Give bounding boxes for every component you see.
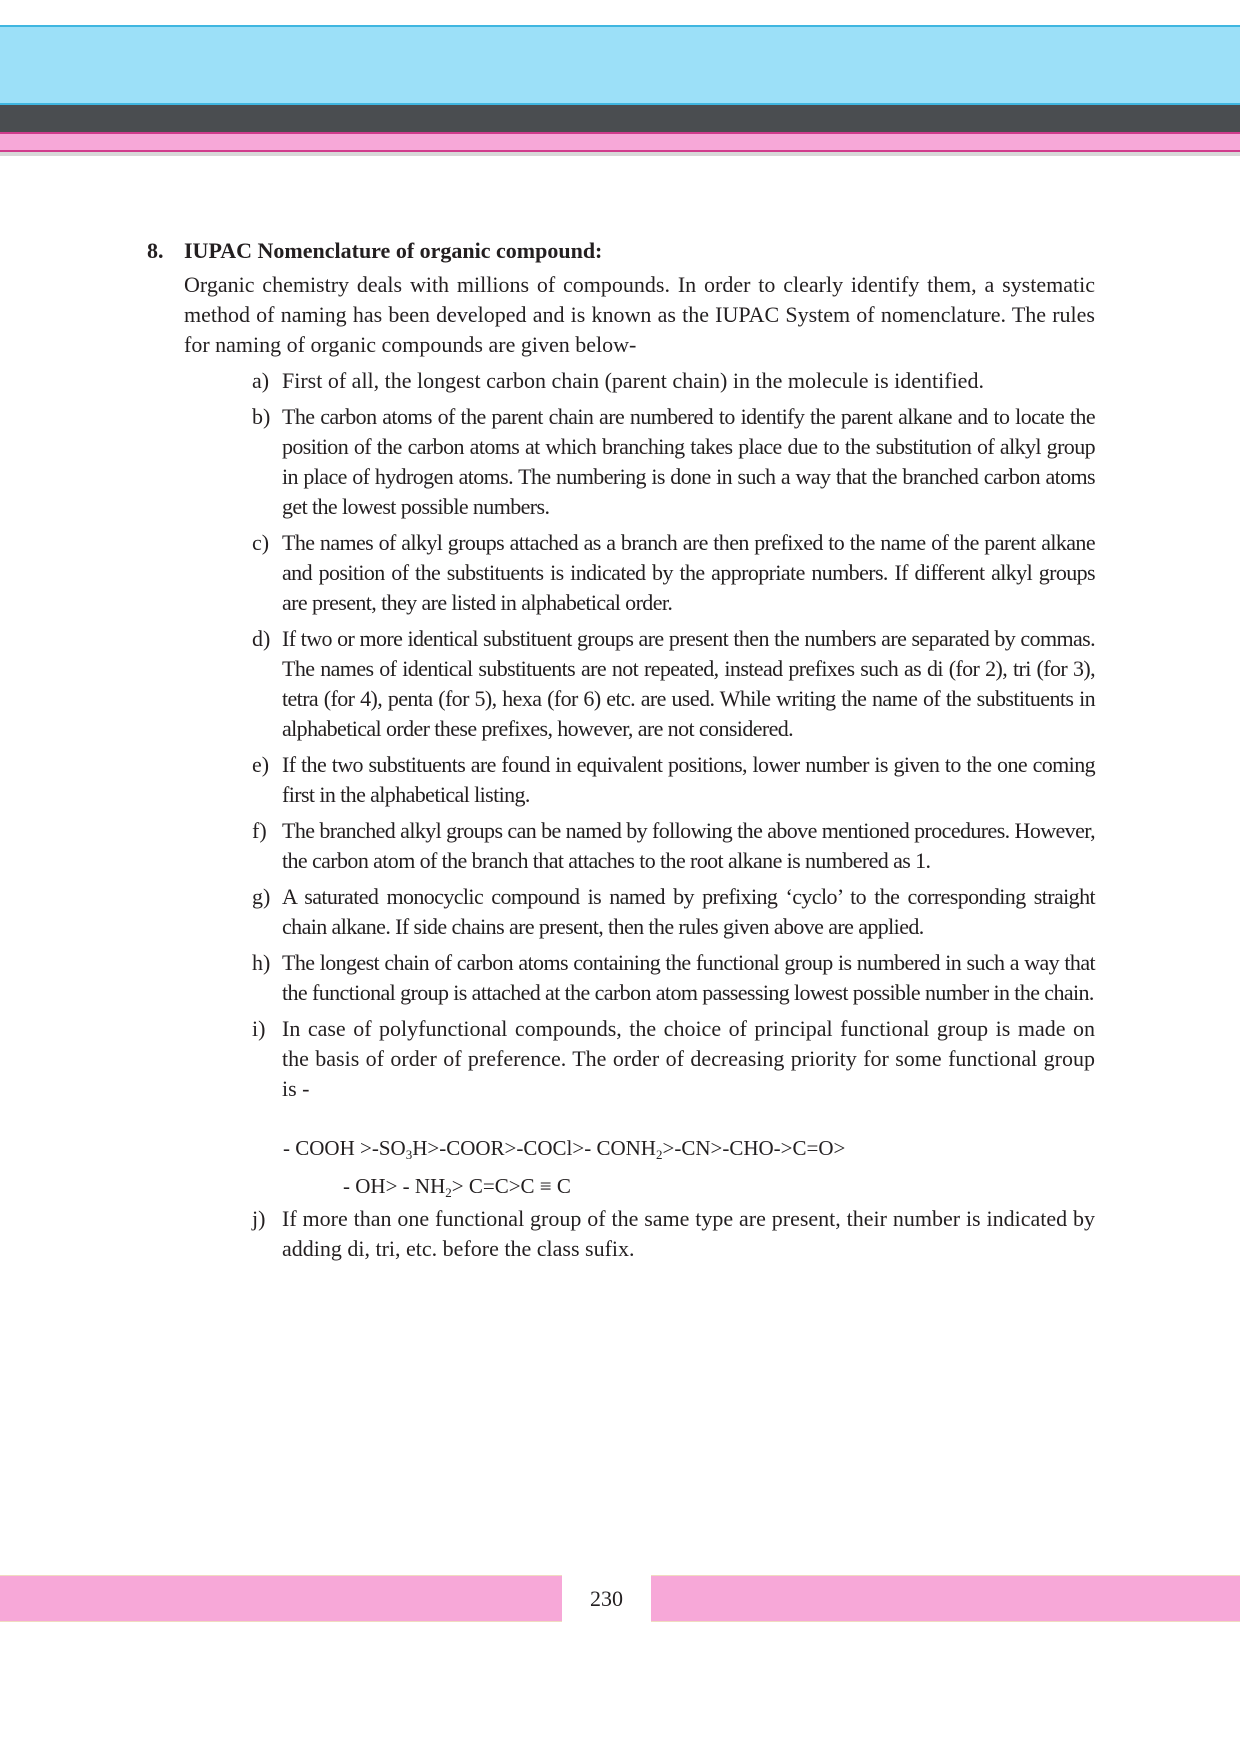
header-pink-band (0, 132, 1240, 152)
rule-h (252, 948, 1095, 1008)
rule-text: The longest chain of carbon atoms containing the functional group is numbered in such a way that the functional group is attached at the carbon atom passessing lowest possible number in the chain. (282, 950, 1095, 1005)
section-intro: Organic chemistry deals with millions of compounds. In order to clearly identify them, a systematic method of naming has been developed and is known as the IUPAC System of nomenclature. The rules for naming of organic compounds are given below- (184, 272, 1095, 357)
rule-text: The carbon atoms of the parent chain are numbered to identify the parent alkane and to locate the position of the carbon atoms at which branching takes place due to the substitution of alkyl group in place of hydrogen atoms. The numbering is done in such a way that the branched carbon atoms get the lowest possible numbers. (282, 404, 1095, 519)
formula-text: >-CN>-CHO->C=O> (662, 1136, 846, 1160)
formula-text: - COOH >-SO (283, 1136, 406, 1160)
rule-j (252, 1204, 1095, 1264)
formula-subscript: 2 (655, 1147, 663, 1162)
rule-text: The names of alkyl groups attached as a branch are then prefixed to the name of the parent alkane and position of the substituents is indicated by the appropriate numbers. If different alkyl groups are present, they are listed in alphabetical order. (282, 530, 1095, 615)
formula-text: H>-COOR>-COCl>- CONH (412, 1136, 656, 1160)
page-content (147, 236, 1095, 1270)
rule-a (252, 366, 1095, 396)
priority-formula-line-2 (343, 1172, 1095, 1200)
footer-pink-band-right (651, 1575, 1240, 1622)
rule-e (252, 750, 1095, 810)
footer-pink-band-left (0, 1575, 562, 1622)
section-title: IUPAC Nomenclature of organic compound: (184, 238, 603, 263)
priority-formula-line-1 (283, 1134, 1095, 1162)
rule-text: A saturated monocyclic compound is named by prefixing ‘cyclo’ to the corresponding straight chain alkane. If side chains are present, then the rules given above are applied. (282, 884, 1095, 939)
header-shadow-line (0, 152, 1240, 156)
header-gray-band (0, 105, 1240, 132)
rule-label: b) (252, 404, 271, 429)
rule-f (252, 816, 1095, 876)
rule-label: i) (252, 1016, 266, 1041)
formula-subscript: 2 (445, 1185, 452, 1200)
rule-label: f) (252, 818, 267, 843)
rule-i (252, 1014, 1095, 1104)
formula-text: > C=C>C ≡ C (451, 1174, 571, 1198)
rule-c (252, 528, 1095, 618)
rule-text: First of all, the longest carbon chain (parent chain) in the molecule is identified. (282, 368, 984, 393)
rule-d (252, 624, 1095, 744)
rule-text: If two or more identical substituent groups are present then the numbers are separated by commas. The names of identical substituents are not repeated, instead prefixes such as di (for 2), tri (for 3), tetra (for 4), penta (for 5), hexa (for 6) etc. are used. While writing the name of the substituents in alphabetical order these prefixes, however, are not considered. (282, 626, 1095, 741)
rule-label: j) (252, 1206, 266, 1231)
header-blue-band (0, 25, 1240, 105)
rule-text: In case of polyfunctional compounds, the choice of principal functional group is made on the basis of order of preference. The order of decreasing priority for some functional group is - (282, 1016, 1095, 1101)
rule-label: c) (252, 530, 270, 555)
rule-label: a) (252, 368, 270, 393)
formula-text: - OH> - NH (343, 1174, 446, 1198)
rule-b (252, 402, 1095, 522)
rule-text: If more than one functional group of the same type are present, their number is indicated by adding di, tri, etc. before the class sufix. (282, 1206, 1095, 1261)
rules-list-continued (252, 1204, 1095, 1264)
section-number: 8. (147, 238, 164, 263)
rule-g (252, 882, 1095, 942)
rule-label: d) (252, 626, 271, 651)
page-number: 230 (590, 1586, 623, 1611)
rule-label: e) (252, 752, 270, 777)
rule-label: g) (252, 884, 271, 909)
rule-text: The branched alkyl groups can be named by following the above mentioned procedures. However, the carbon atom of the branch that attaches to the root alkane is numbered as 1. (282, 818, 1095, 873)
rules-list (252, 366, 1095, 1104)
rule-label: h) (252, 950, 271, 975)
section-heading (147, 236, 1095, 266)
rule-text: If the two substituents are found in equivalent positions, lower number is given to the one coming first in the alphabetical listing. (282, 752, 1095, 807)
formula-subscript: 3 (405, 1147, 413, 1162)
